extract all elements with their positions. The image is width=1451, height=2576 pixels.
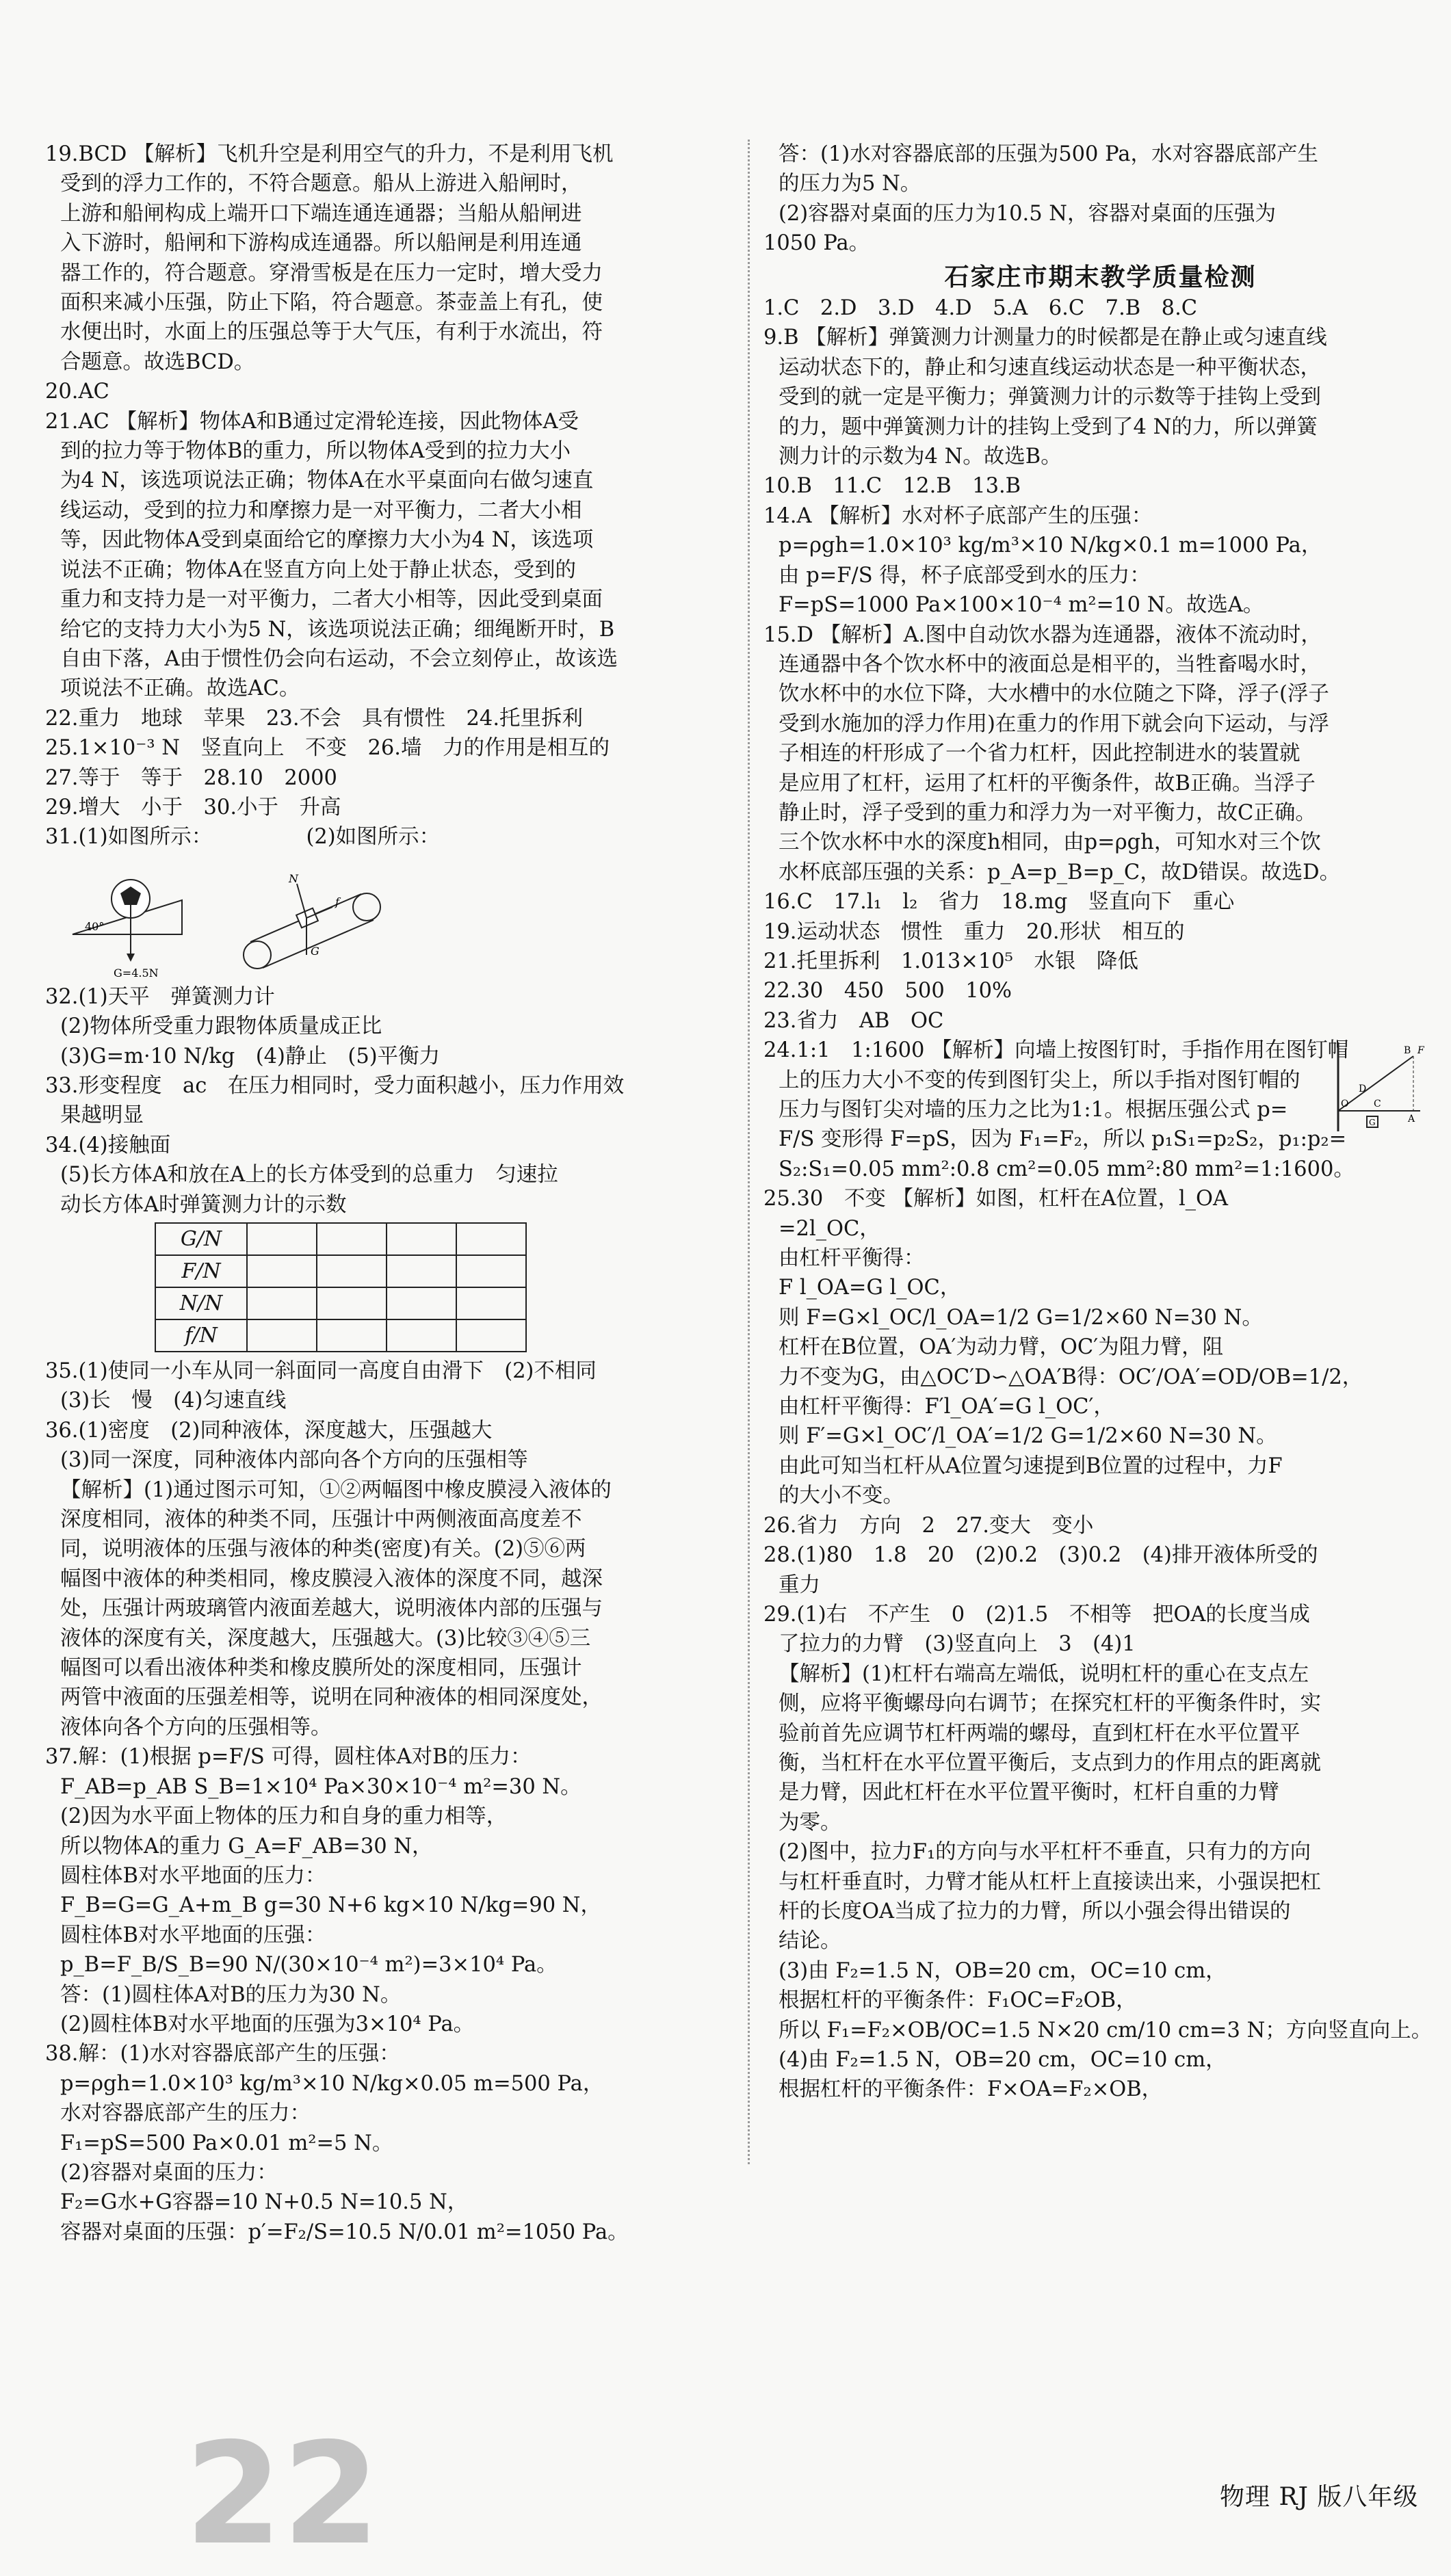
text-line: 的大小不变。: [779, 1484, 904, 1508]
table-row: [155, 1223, 526, 1255]
text-line: 受到水施加的浮力作用)在重力的作用下就会向下运动，与浮: [779, 711, 1329, 736]
exam-answers: [763, 293, 1437, 2105]
text-line: 连通器中各个饮水杯中的液面总是相平的，当牲畜喝水时，: [779, 652, 1321, 676]
text-line: 侧，应将平衡螺母向右调节；在探究杠杆的平衡条件时，实: [779, 1692, 1321, 1716]
text-line: 力不变为G，由△OC′D∽△OA′B得：OC′/OA′=OD/OB=1/2，: [779, 1365, 1363, 1389]
text-line: 29.(1)右 不产生 0 (2)1.5 不相等 把OA的长度当成: [763, 1602, 1310, 1627]
text-line: 水杯底部压强的关系：p_A=p_B=p_C，故D错误。故选D。: [779, 860, 1341, 884]
text-line: 三个饮水杯中水的深度h相同，由p=ρgh，可知水对三个饮: [779, 830, 1321, 855]
text-line: 容器对桌面的压强：p′=F₂/S=10.5 N/0.01 m²=1050 Pa。: [60, 2220, 629, 2244]
text-line: 运动状态下的，静止和匀速直线运动状态是一种平衡状态，: [779, 355, 1321, 380]
answers-35-38: [45, 1356, 733, 2247]
text-line: 幅图中液体的种类相同，橡皮膜浸入液体的深度不同，越深: [60, 1566, 603, 1591]
text-line: 24.1:1 1:1600 【解析】向墙上按图钉时，手指作用在图钉帽: [763, 1038, 1349, 1063]
text-line: 答：(1)水对容器底部的压强为500 Pa，水对容器底部产生: [779, 142, 1318, 166]
text-line: 入下游时，船闸和下游构成连通器。所以船闸是利用连通: [60, 231, 582, 256]
text-line: (2)圆柱体B对水平地面的压强为3×10⁴ Pa。: [60, 2012, 475, 2036]
text-line: 29.增大 小于 30.小于 升高: [45, 795, 341, 819]
table-row: [155, 1287, 526, 1319]
text-line: 由杠杆平衡得：: [779, 1246, 925, 1271]
text-line: 器工作的，符合题意。穿滑雪板是在压力一定时，增大受力: [60, 261, 603, 285]
text-line: 38.解：(1)水对容器底部产生的压强：: [45, 2042, 400, 2066]
text-line: 【解析】(1)杠杆右端高左端低，说明杠杆的重心在支点左: [779, 1661, 1309, 1686]
answer-38-conclusion: [763, 140, 1437, 259]
text-line: (3)G=m·10 N/kg (4)静止 (5)平衡力: [60, 1044, 441, 1068]
table-header-cell: N/N: [155, 1287, 247, 1319]
text-line: F_B=G=G_A+m_B g=30 N+6 kg×10 N/kg=90 N，: [60, 1893, 601, 1918]
text-line: 衡，当杠杆在水平位置平衡后，支点到力的作用点的距离就: [779, 1750, 1321, 1775]
text-line: 液体向各个方向的压强相等。: [60, 1715, 332, 1739]
text-line: F=pS=1000 Pa×100×10⁻⁴ m²=10 N。故选A。: [779, 593, 1264, 618]
text-line: 验前首先应调节杠杆两端的螺母，直到杠杆在水平位置平: [779, 1721, 1300, 1746]
text-line: S₂:S₁=0.05 mm²:0.8 cm²=0.05 mm²:80 mm²=1:1600。: [779, 1157, 1355, 1181]
text-line: 深度相同，液体的种类不同，压强计中两侧液面高度差不: [60, 1508, 582, 1532]
normal-force-label: N: [289, 871, 298, 885]
table-header-cell: G/N: [155, 1223, 247, 1255]
text-line: 杠杆在B位置，OA′为动力臂，OC′为阻力臂，阻: [779, 1335, 1224, 1360]
footer-subject-label: 物理 RJ 版八年级: [1220, 2483, 1419, 2511]
column-divider: [748, 140, 750, 2164]
text-line: 则 F=G×l_OC/l_OA=1/2 G=1/2×60 N=30 N。: [779, 1305, 1263, 1330]
text-line: 的压力为5 N。: [779, 172, 921, 196]
text-line: 25.30 不变 【解析】如图，杠杆在A位置，l_OA: [763, 1187, 1229, 1211]
text-line: 线运动，受到的拉力和摩擦力是一对平衡力，二者大小相: [60, 498, 582, 523]
text-line: 圆柱体B对水平地面的压强：: [60, 1923, 326, 1947]
section-title: 石家庄市期末教学质量检测: [944, 263, 1257, 291]
text-line: 答：(1)圆柱体A对B的压力为30 N。: [60, 1982, 402, 2007]
left-column: [45, 140, 733, 2247]
gravity-label: G=4.5N: [114, 966, 159, 980]
text-line: 1050 Pa。: [763, 231, 870, 256]
text-line: 14.A 【解析】水对杯子底部产生的压强：: [763, 503, 1153, 528]
text-line: 受到的就一定是平衡力；弹簧测力计的示数等于挂钩上受到: [779, 385, 1321, 410]
text-line: 22.30 450 500 10%: [763, 979, 1012, 1003]
text-line: 由杠杆平衡得：F′l_OA′=G l_OC′，: [779, 1395, 1114, 1419]
text-line: 重力和支持力是一对平衡力，二者大小相等，因此受到桌面: [60, 588, 603, 612]
text-line: (2)容器对桌面的压力：: [60, 2160, 278, 2185]
lever-label-C: C: [1374, 1099, 1381, 1109]
text-line: 22.重力 地球 苹果 23.不会 具有惯性 24.托里拆利: [45, 706, 584, 731]
text-line: (3)长 慢 (4)匀速直线: [60, 1389, 287, 1413]
text-line: 面积来减小压强，防止下陷，符合题意。茶壶盖上有孔，使: [60, 291, 603, 315]
text-line: 25.1×10⁻³ N 竖直向上 不变 26.墙 力的作用是相互的: [45, 736, 610, 761]
text-line: 压力与图钉尖对墙的压力之比为1:1。根据压强公式 p=: [779, 1098, 1288, 1122]
text-line: (2)物体所受重力跟物体质量成正比: [60, 1014, 382, 1039]
text-line: 35.(1)使同一小车从同一斜面同一高度自由滑下 (2)不相同: [45, 1359, 597, 1383]
text-line: =2l_OC，: [779, 1216, 880, 1241]
text-line: 19.BCD 【解析】飞机升空是利用空气的升力，不是利用飞机: [45, 142, 614, 166]
text-line: 重力: [779, 1573, 820, 1597]
text-line: 33.形变程度 ac 在压力相同时，受力面积越小，压力作用效: [45, 1073, 625, 1098]
text-line: (2)因为水平面上物体的压力和自身的重力相等，: [60, 1804, 508, 1829]
lever-label-F: F: [1417, 1045, 1424, 1056]
text-line: 由 p=F/S 得，杯子底部受到水的压力：: [779, 563, 1151, 588]
text-line: 为零。: [779, 1810, 841, 1835]
text-line: 28.(1)80 1.8 20 (2)0.2 (3)0.2 (4)排开液体所受的: [763, 1543, 1318, 1568]
text-line: 等，因此物体A受到桌面给它的摩擦力大小为4 N，该选项: [60, 528, 594, 553]
text-line: 根据杠杆的平衡条件：F×OA=F₂×OB，: [779, 2077, 1163, 2102]
lever-label-O: O: [1341, 1099, 1349, 1109]
text-line: F l_OA=G l_OC，: [779, 1276, 961, 1300]
text-line: 杆的长度OA当成了拉力的力臂，所以小强会得出错误的: [779, 1899, 1291, 1923]
text-line: 合题意。故选BCD。: [60, 350, 255, 374]
text-line: F₂=G水+G容器=10 N+0.5 N=10.5 N，: [60, 2190, 469, 2215]
friction-label: f: [335, 895, 339, 908]
text-line: 到的拉力等于物体B的重力，所以物体A受到的拉力大小: [60, 439, 571, 464]
text-line: 1.C 2.D 3.D 4.D 5.A 6.C 7.B 8.C: [763, 296, 1198, 321]
text-line: (4)由 F₂=1.5 N，OB=20 cm，OC=10 cm，: [779, 2048, 1227, 2072]
text-line: 同，说明液体的压强与液体的种类(密度)有关。(2)⑤⑥两: [60, 1537, 586, 1562]
text-line: 所以物体A的重力 G_A=F_AB=30 N，: [60, 1834, 433, 1858]
text-line: F₁=pS=500 Pa×0.01 m²=5 N。: [60, 2131, 393, 2155]
text-line: 液体的深度有关，深度越大，压强越大。(3)比较③④⑤三: [60, 1626, 591, 1651]
lever-label-G: G: [1369, 1118, 1376, 1127]
text-line: 27.等于 等于 28.10 2000: [45, 765, 337, 790]
weight-label: G: [311, 944, 319, 958]
text-line: 31.(1)如图所示： (2)如图所示：: [45, 825, 441, 850]
force-diagrams: [45, 852, 401, 982]
figures-q31: [45, 852, 733, 982]
text-line: (3)同一深度，同种液体内部向各个方向的压强相等: [60, 1448, 528, 1473]
text-line: F/S 变形得 F=pS，因为 F₁=F₂，所以 p₁S₁=p₂S₂，p₁:p₂=: [779, 1127, 1347, 1152]
text-line: 水对容器底部产生的压力：: [60, 2101, 311, 2126]
table-row: [155, 1255, 526, 1287]
text-line: (2)图中，拉力F₁的方向与水平杠杆不垂直，只有力的方向: [779, 1840, 1311, 1865]
text-line: 是应用了杠杆，运用了杠杆的平衡条件，故B正确。当浮子: [779, 771, 1316, 796]
text-line: 与杠杆垂直时，力臂才能从杠杆上直接读出来，小强误把杠: [779, 1869, 1321, 1894]
table-header-cell: F/N: [155, 1255, 247, 1287]
answers-19-31: [45, 140, 733, 852]
text-line: 21.AC 【解析】物体A和B通过定滑轮连接，因此物体A受: [45, 409, 579, 434]
text-line: 给它的支持力大小为5 N，该选项说法正确；细绳断开时，B: [60, 617, 615, 642]
text-line: 为4 N，该选项说法正确；物体A在水平桌面向右做匀速直: [60, 469, 594, 493]
conveyor-figure: [244, 872, 380, 969]
text-line: 静止时，浮子受到的重力和浮力为一对平衡力，故C正确。: [779, 800, 1316, 825]
text-line: 根据杠杆的平衡条件：F₁OC=F₂OB，: [779, 1988, 1137, 2013]
text-line: 则 F′=G×l_OC′/l_OA′=1/2 G=1/2×60 N=30 N。: [779, 1424, 1277, 1449]
text-line: 的力，题中弹簧测力计的挂钩上受到了4 N的力，所以弹簧: [779, 415, 1318, 439]
text-line: 上游和船闸构成上端开口下端连通连通器；当船从船闸进: [60, 201, 582, 226]
text-line: p=ρgh=1.0×10³ kg/m³×10 N/kg×0.05 m=500 Pa，: [60, 2071, 604, 2096]
text-line: 【解析】(1)通过图示可知，①②两幅图中橡皮膜浸入液体的: [60, 1477, 612, 1502]
text-line: p_B=F_B/S_B=90 N/(30×10⁻⁴ m²)=3×10⁴ Pa。: [60, 1953, 558, 1977]
text-line: 19.运动状态 惯性 重力 20.形状 相互的: [763, 919, 1185, 944]
text-line: 说法不正确；物体A在竖直方向上处于静止状态，受到的: [60, 557, 577, 582]
text-line: 两管中液面的压强差相等，说明在同种液体的相同深度处，: [60, 1685, 603, 1710]
text-line: 36.(1)密度 (2)同种液体，深度越大，压强越大: [45, 1418, 493, 1443]
text-line: 受到的浮力工作的，不符合题意。船从上游进入船闸时，: [60, 172, 582, 196]
text-line: 32.(1)天平 弹簧测力计: [45, 984, 275, 1009]
data-table: [155, 1222, 527, 1352]
text-line: 圆柱体B对水平地面的压力：: [60, 1863, 326, 1888]
text-line: 子相连的杆形成了一个省力杠杆，因此控制进水的装置就: [779, 741, 1300, 766]
text-line: 处，压强计两玻璃管内液面差越大，说明液体内部的压强与: [60, 1596, 603, 1621]
lever-figure: [1331, 1036, 1434, 1138]
text-line: 果越明显: [60, 1103, 144, 1128]
text-line: 动长方体A时弹簧测力计的示数: [60, 1192, 347, 1217]
text-line: 由此可知当杠杆从A位置匀速提到B位置的过程中，力F: [779, 1454, 1283, 1478]
text-line: 37.解：(1)根据 p=F/S 可得，圆柱体A对B的压力：: [45, 1745, 532, 1770]
text-line: 了拉力的力臂 (3)竖直向上 3 (4)1: [779, 1632, 1136, 1657]
text-line: 10.B 11.C 12.B 13.B: [763, 474, 1021, 499]
text-line: 水便出时，水面上的压强总等于大气压，有利于水流出，符: [60, 320, 603, 345]
table-row: [155, 1319, 526, 1352]
text-line: (2)容器对桌面的压力为10.5 N，容器对桌面的压强为: [779, 201, 1276, 226]
text-line: 是力臂，因此杠杆在水平位置平衡时，杠杆自重的力臂: [779, 1780, 1279, 1805]
text-line: 测力计的示数为4 N。故选B。: [779, 445, 1062, 469]
text-line: 项说法不正确。故选AC。: [60, 676, 300, 701]
text-line: 9.B 【解析】弹簧测力计测量力的时候都是在静止或匀速直线: [763, 326, 1327, 350]
text-line: 20.AC: [45, 380, 109, 404]
text-line: 21.托里拆利 1.013×10⁵ 水银 降低: [763, 949, 1138, 973]
text-line: 15.D 【解析】A.图中自动饮水器为连通器，液体不流动时，: [763, 622, 1322, 647]
lever-label-B: B: [1404, 1045, 1411, 1056]
lever-label-A: A: [1408, 1114, 1415, 1125]
text-line: 所以 F₁=F₂×OB/OC=1.5 N×20 cm/10 cm=3 N；方向竖直向上。: [779, 2018, 1433, 2042]
right-column: [763, 140, 1437, 2105]
text-line: (3)由 F₂=1.5 N，OB=20 cm，OC=10 cm，: [779, 1958, 1227, 1983]
text-line: F_AB=p_AB S_B=1×10⁴ Pa×30×10⁻⁴ m²=30 N。: [60, 1774, 581, 1799]
text-line: 上的压力大小不变的传到图钉尖上，所以手指对图钉帽的: [779, 1068, 1300, 1092]
angle-label: 40°: [85, 919, 105, 933]
ball-on-incline-figure: [73, 880, 182, 980]
answers-32-34: [45, 982, 733, 1220]
text-line: 34.(4)接触面: [45, 1133, 171, 1157]
page-number: 22: [185, 2413, 380, 2576]
text-line: (5)长方体A和放在A上的长方体受到的总重力 匀速拉: [60, 1163, 558, 1187]
text-line: 饮水杯中的水位下降，大水槽中的水位随之下降，浮子(浮子: [779, 682, 1329, 707]
text-line: 自由下落，A由于惯性仍会向右运动，不会立刻停止，故该选: [60, 646, 618, 671]
text-line: 幅图可以看出液体种类和橡皮膜所处的深度相同，压强计: [60, 1656, 582, 1681]
text-line: 结论。: [779, 1929, 841, 1954]
text-line: 26.省力 方向 2 27.变大 变小: [763, 1513, 1094, 1538]
text-line: 23.省力 AB OC: [763, 1008, 944, 1033]
text-line: 16.C 17.l₁ l₂ 省力 18.mg 竖直向下 重心: [763, 890, 1235, 915]
lever-label-D: D: [1359, 1083, 1367, 1094]
text-line: p=ρgh=1.0×10³ kg/m³×10 N/kg×0.1 m=1000 Pa，: [779, 534, 1322, 558]
table-header-cell: f/N: [155, 1319, 247, 1352]
